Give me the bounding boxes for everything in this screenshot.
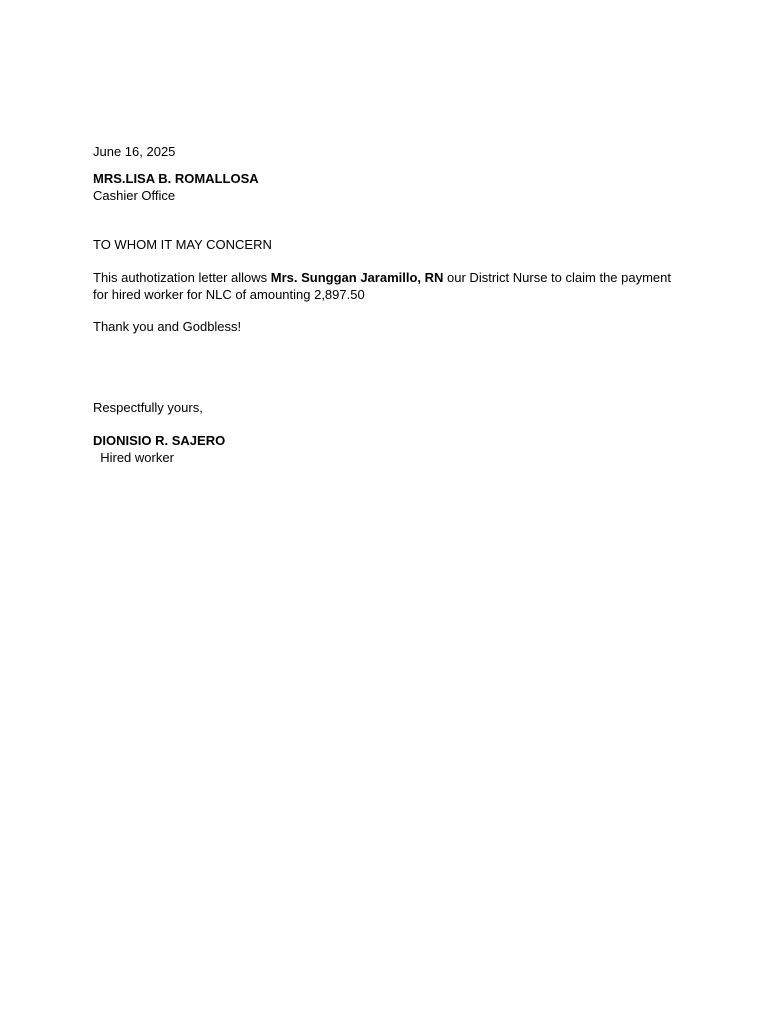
recipient-office: Cashier Office — [93, 188, 176, 203]
recipient-name: MRS.LISA B. ROMALLOSA — [93, 171, 259, 186]
letter-date: June 16, 2025 — [93, 144, 176, 159]
signatory-title: Hired worker — [93, 450, 174, 465]
body-rest: our District Nurse to claim the payment for hired worker for NLC of amounting 2,897.50 — [93, 270, 671, 302]
authorized-person: Mrs. Sunggan Jaramillo, RN — [270, 270, 444, 285]
thanks-line: Thank you and Godbless! — [93, 319, 242, 334]
body-intro: This authotization letter allows — [93, 270, 271, 285]
salutation: TO WHOM IT MAY CONCERN — [93, 237, 272, 252]
closing-line: Respectfully yours, — [93, 400, 203, 415]
signatory-name: DIONISIO R. SAJERO — [93, 433, 226, 448]
body-paragraph — [93, 269, 683, 303]
